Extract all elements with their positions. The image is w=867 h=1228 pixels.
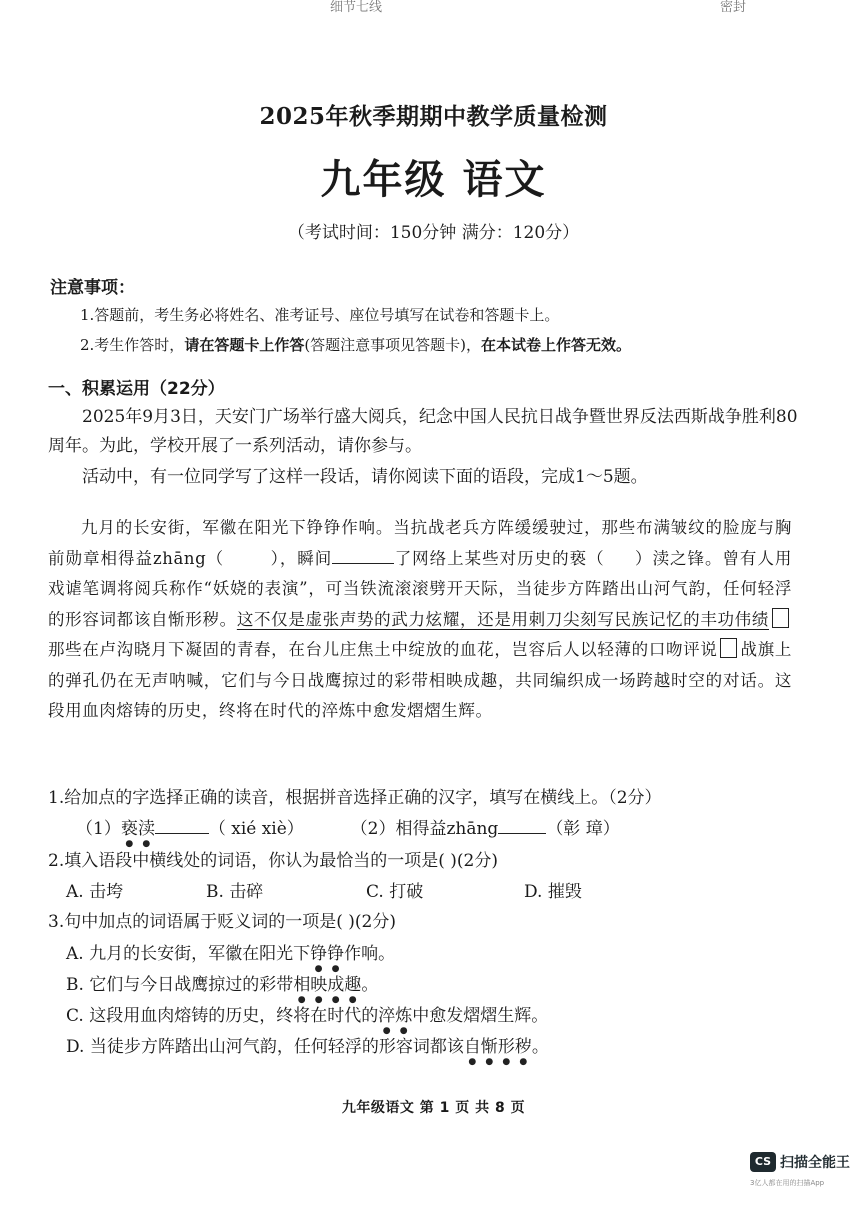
punctuation-box-2[interactable] bbox=[720, 638, 737, 658]
passage-part-2: ），瞬间 bbox=[270, 548, 333, 568]
section-heading: 一、积累运用（22分） bbox=[48, 379, 225, 399]
notice-item-1: 1.答题前，考生务必将姓名、准考证号、座位号填写在试卷和答题卡上。 bbox=[80, 306, 560, 324]
q3-d-dotted: 自惭形秽 bbox=[463, 1037, 532, 1057]
intro-paragraph-1: 2025年9月3日，天安门广场举行盛大阅兵，纪念中国人民抗日战争暨世界反法西斯战争胜利80周年。为此，学校开展了一系列活动，请你参与。 bbox=[48, 407, 798, 456]
question-2: 2.填入语段中横线处的词语，你认为最恰当的一项是( )(2分) bbox=[48, 851, 498, 871]
q3-d-text: D. 当徒步方阵踏出山河气韵，任何轻浮的形容词都该 bbox=[66, 1037, 464, 1057]
q3-option-c[interactable] bbox=[66, 1001, 548, 1036]
passage-part-6: 那些在卢沟晓月下凝固的青春，在台儿庄焦土中绽放的血花，岂容后人以轻薄的口吻评说 bbox=[48, 640, 718, 659]
q1-item1-options: （ xié xiè） bbox=[208, 819, 304, 839]
passage-part-7: 战旗上的弹孔仍在无声呐喊，它们与今日战鹰掠过的彩带相映成趣，共同编织成一场跨越时空的对话。这段用血肉熔铸的历史，终将在时代的淬炼中愈发熠熠生辉。 bbox=[48, 640, 792, 720]
q3-a-text: A. 九月的长安街，军徽在阳光下 bbox=[66, 944, 311, 964]
q1-item2-answer-line[interactable] bbox=[498, 819, 546, 834]
reading-passage bbox=[48, 513, 792, 727]
notice-item-2-pre: 2.考生作答时， bbox=[80, 336, 185, 354]
q1-item2-label: （2）相得益zhāng bbox=[350, 819, 499, 839]
scanner-watermark bbox=[750, 1150, 860, 1210]
word-fill-blank[interactable] bbox=[332, 548, 394, 564]
top-mark-right: 密封 bbox=[720, 0, 747, 15]
q3-c-end: 中愈发熠熠生辉。 bbox=[412, 1006, 549, 1026]
passage-underlined-sentence: 这不仅是虚张声势的武力炫耀，还是用刺刀尖刻写民族记忆的丰功伟绩 bbox=[236, 609, 769, 629]
q3-b-end: 。 bbox=[361, 975, 379, 995]
passage-part-1: 九月的长安街，军徽在阳光下铮铮作响。当抗战老兵方阵缓缓驶过，那些布满皱纹的脸庞与胸前勋章相得益zhāng（ bbox=[48, 518, 792, 568]
exam-info: （考试时间：150分钟 满分：120分） bbox=[287, 223, 580, 243]
question-2-options bbox=[66, 877, 582, 902]
scanner-brand: 扫描全能王 bbox=[780, 1155, 850, 1171]
q3-c-text: C. 这段用血肉熔铸的历史，终将在时代的 bbox=[66, 1006, 379, 1026]
passage-part-3: 了网络上某些对历史的亵（ bbox=[394, 548, 605, 568]
notice-item-2 bbox=[80, 334, 631, 355]
q3-d-end: 。 bbox=[531, 1037, 549, 1057]
q2-option-d[interactable]: D. 摧毁 bbox=[524, 882, 582, 902]
q1-item2-options: （彰 璋） bbox=[546, 819, 620, 839]
top-mark-left: 细节七线 bbox=[330, 0, 383, 15]
q3-b-dotted: 相映成趣 bbox=[293, 975, 362, 995]
q1-item1-answer-line[interactable] bbox=[155, 819, 209, 834]
question-1-items bbox=[76, 814, 620, 849]
q2-option-a[interactable]: A. 击垮 bbox=[66, 882, 124, 902]
passage-part-4: ）渎之锋。曾有人用戏谑笔调将阅兵称作“妖娆的表演”，可当铁流滚滚劈开天际，当徒步方阵踏出山河气韵，任何轻浮的形容词都该自惭形秽。 bbox=[48, 548, 793, 629]
q2-option-c[interactable]: C. 打破 bbox=[366, 882, 424, 902]
notice-item-2-bold1: 请在答题卡上作答 bbox=[184, 336, 305, 354]
q1-item1-word: 亵渎 bbox=[120, 819, 155, 839]
notice-heading: 注意事项： bbox=[50, 278, 135, 298]
exam-title: 九年级 语文 bbox=[320, 157, 547, 203]
scanner-logo-icon: CS bbox=[750, 1152, 776, 1172]
scanner-tagline: 3亿人都在用的扫描App bbox=[750, 1179, 825, 1187]
q3-a-dotted: 铮铮 bbox=[310, 944, 345, 964]
notice-item-2-bold2: 在本试卷上作答无效。 bbox=[481, 336, 632, 354]
q3-c-dotted: 淬炼 bbox=[378, 1006, 413, 1026]
exam-subtitle: 2025年秋季期期中教学质量检测 bbox=[259, 103, 608, 130]
question-3: 3.句中加点的词语属于贬义词的一项是( )(2分) bbox=[48, 912, 396, 932]
notice-item-2-mid: (答题注意事项见答题卡)， bbox=[304, 336, 482, 354]
punctuation-box-1[interactable] bbox=[772, 608, 789, 628]
q3-b-text: B. 它们与今日战鹰掠过的彩带 bbox=[66, 975, 294, 995]
q3-option-d[interactable] bbox=[66, 1032, 549, 1067]
intro-paragraph-2: 活动中，有一位同学写了这样一段话，请你阅读下面的语段，完成1～5题。 bbox=[82, 467, 648, 487]
q3-option-a[interactable] bbox=[66, 939, 395, 974]
q3-a-end: 作响。 bbox=[344, 944, 396, 964]
q3-option-b[interactable] bbox=[66, 970, 378, 1005]
q1-item1-label: （1） bbox=[76, 819, 121, 839]
q2-option-b[interactable]: B. 击碎 bbox=[206, 882, 264, 902]
page-footer: 九年级语文 第 1 页 共 8 页 bbox=[341, 1100, 526, 1116]
question-1: 1.给加点的字选择正确的读音，根据拼音选择正确的汉字，填写在横线上。（2分） bbox=[48, 788, 662, 808]
